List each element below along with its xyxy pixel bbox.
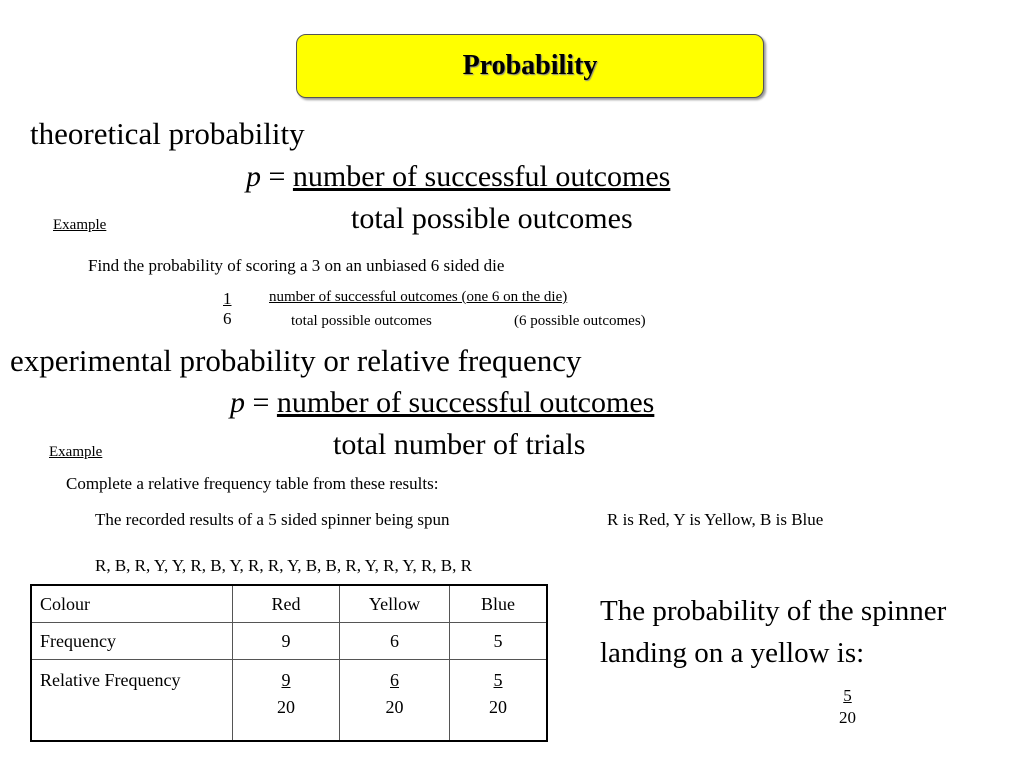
experimental-example-label: Example bbox=[49, 444, 103, 460]
theoretical-denominator: total possible outcomes bbox=[351, 202, 633, 235]
fraction-numerator: 6 bbox=[390, 670, 399, 690]
explain-denominator-b: (6 possible outcomes) bbox=[514, 313, 646, 329]
experimental-instruction: Complete a relative frequency table from these results: bbox=[66, 474, 439, 493]
explain-denominator-a: total possible outcomes bbox=[291, 313, 432, 329]
table-cell bbox=[233, 660, 340, 742]
experimental-numerator: number of successful outcomes bbox=[276, 386, 655, 419]
table-cell: Colour bbox=[31, 585, 233, 623]
conclusion-numerator: 5 bbox=[843, 686, 852, 705]
table-cell: Frequency bbox=[31, 623, 233, 660]
equals-sign: = bbox=[245, 386, 277, 419]
title-banner bbox=[296, 34, 764, 98]
table-cell: 9 bbox=[233, 623, 340, 660]
answer-denominator: 6 bbox=[223, 308, 232, 328]
conclusion-text bbox=[600, 590, 946, 674]
theoretical-question: Find the probability of scoring a 3 on an unbiased 6 sided die bbox=[88, 256, 505, 275]
table-row bbox=[31, 660, 547, 742]
conclusion-fraction bbox=[839, 686, 856, 727]
conclusion-line-2: landing on a yellow is: bbox=[600, 637, 865, 669]
theoretical-formula-numerator-line bbox=[246, 160, 670, 194]
fraction-numerator: 9 bbox=[281, 670, 291, 690]
fraction-denominator: 20 bbox=[385, 696, 404, 717]
colour-key: R is Red, Y is Yellow, B is Blue bbox=[607, 510, 824, 529]
theoretical-numerator: number of successful outcomes bbox=[292, 160, 671, 193]
relative-frequency-table bbox=[30, 584, 548, 742]
experimental-denominator: total number of trials bbox=[333, 428, 586, 461]
conclusion-line-1: The probability of the spinner bbox=[600, 595, 947, 627]
spinner-results: R, B, R, Y, Y, R, B, Y, R, R, Y, B, B, R, Y, R, Y, R, B, R bbox=[95, 556, 472, 575]
fraction-numerator: 5 bbox=[493, 670, 503, 690]
table-cell: 5 bbox=[450, 623, 548, 660]
theoretical-heading: theoretical probability bbox=[30, 116, 305, 151]
table-row bbox=[31, 623, 547, 660]
explain-numerator: number of successful outcomes (one 6 on the die) bbox=[269, 289, 568, 305]
fraction-denominator: 20 bbox=[489, 696, 507, 717]
equals-sign: = bbox=[261, 160, 293, 193]
table-cell bbox=[450, 660, 548, 742]
table-cell: Red bbox=[233, 585, 340, 623]
spinner-description: The recorded results of a 5 sided spinner being spun bbox=[95, 510, 450, 529]
table-cell: Yellow bbox=[340, 585, 450, 623]
answer-numerator: 1 bbox=[223, 289, 232, 308]
table-cell: Blue bbox=[450, 585, 548, 623]
conclusion-denominator: 20 bbox=[839, 707, 856, 727]
fraction-denominator: 20 bbox=[277, 696, 295, 717]
page-title: Probability bbox=[462, 50, 598, 81]
table-cell: 6 bbox=[340, 623, 450, 660]
experimental-formula-numerator-line bbox=[230, 386, 654, 420]
p-symbol: p bbox=[230, 386, 245, 419]
answer-fraction bbox=[223, 289, 232, 328]
table-cell bbox=[340, 660, 450, 742]
p-symbol: p bbox=[246, 160, 261, 193]
experimental-heading: experimental probability or relative frequency bbox=[10, 343, 582, 378]
table-row bbox=[31, 585, 547, 623]
table-cell: Relative Frequency bbox=[31, 660, 233, 742]
theoretical-example-label: Example bbox=[53, 217, 107, 233]
